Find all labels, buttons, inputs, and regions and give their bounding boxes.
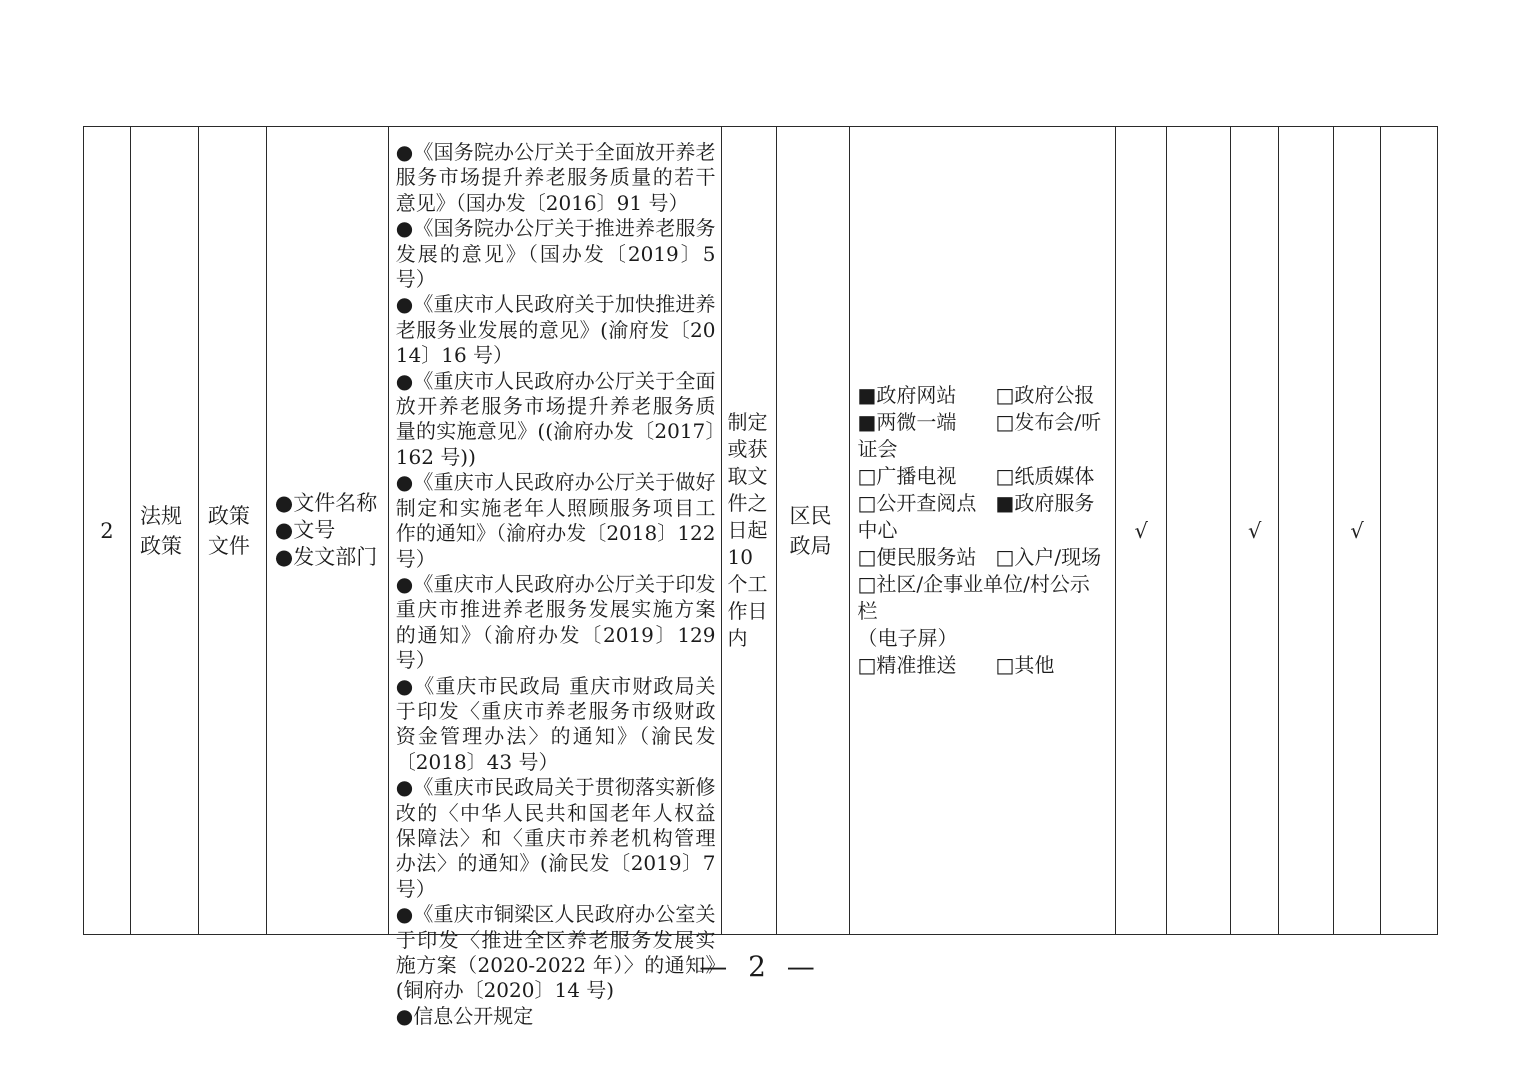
channel-line [857, 598, 1110, 625]
checkmark: √ [1247, 518, 1262, 543]
document-item: ●《国务院办公厅关于推进养老服务发展的意见》（国办发〔2019〕5 号） [395, 216, 716, 292]
subcategory-label: 政策文件 [207, 503, 250, 558]
document-item: ●《重庆市人民政府办公厅关于全面放开养老服务市场提升养老服务质量的实施意见》((渝府办发〔2017〕162 号)) [395, 368, 716, 469]
channel-option: □精准推送 [857, 653, 957, 677]
field-item: ●发文部门 [274, 545, 378, 569]
document-item: ●《重庆市人民政府关于加快推进养老服务业发展的意见》(渝府发〔2014〕16 号） [395, 292, 716, 368]
channel-option: □入户/现场 [995, 545, 1102, 569]
channel-option: □其他 [995, 653, 1055, 677]
checkmark: √ [1350, 518, 1364, 543]
category-label: 法规政策 [139, 503, 182, 558]
document-item: ●《重庆市人民政府办公厅关于印发重庆市推进养老服务发展实施方案的通知》（渝府办发〔2019〕129 号） [395, 571, 716, 673]
channel-option: □广播电视 [857, 464, 957, 488]
channel-option: 栏 [857, 599, 878, 623]
channel-option: □发布会/听 [995, 410, 1102, 434]
field-item: ●文件名称 [274, 491, 378, 515]
checkmark: √ [1134, 518, 1148, 543]
channel-option: 证会 [857, 437, 898, 461]
check-cell-3 [1231, 127, 1279, 934]
department-label: 区民政局 [789, 503, 832, 558]
channel-option: （电子屏） [857, 626, 958, 650]
channel-line [857, 463, 1110, 490]
channel-line [857, 382, 1110, 409]
channel-line [857, 409, 1110, 436]
channel-option: ■两微一端 [857, 410, 957, 434]
check-cell-6 [1381, 127, 1437, 934]
check-cell-4 [1279, 127, 1334, 934]
document-item: ●《重庆市人民政府办公厅关于做好制定和实施老年人照顾服务项目工作的通知》（渝府办发〔2018〕122 号） [395, 470, 716, 571]
policy-table-row [83, 126, 1438, 1028]
document-item: ●《重庆市铜梁区人民政府办公室关于印发〈推进全区养老服务发展实施方案（2020-2022 年）〉的通知》(铜府办〔2020〕14 号) [395, 902, 716, 1003]
channel-option: □政府公报 [995, 383, 1095, 407]
page-number: — 2 — [699, 950, 821, 983]
category-cell [131, 127, 199, 934]
document-item: ●信息公开规定 [395, 1003, 534, 1028]
documents-list-cell [389, 127, 722, 1028]
content-fields-cell [267, 127, 389, 934]
time-limit-cell [722, 127, 778, 934]
channel-line [857, 490, 1110, 517]
row-index-cell [84, 127, 131, 934]
channel-option: □社区/企事业单位/村公示 [857, 572, 1090, 596]
document-item: ●《重庆市民政局关于贯彻落实新修改的〈中华人民共和国老年人权益保障法〉和〈重庆市养老机构管理办法〉的通知》(渝民发〔2019〕7 号） [395, 775, 716, 901]
channel-option: ■政府服务 [995, 491, 1095, 515]
department-cell [777, 127, 850, 934]
row-index: 2 [100, 518, 114, 543]
channel-option: □公开查阅点 [857, 491, 977, 515]
channel-line [857, 652, 1110, 679]
channel-line [857, 544, 1110, 571]
channel-option: □便民服务站 [857, 545, 977, 569]
publish-channels-cell [850, 127, 1116, 934]
subcategory-cell [199, 127, 267, 934]
check-cell-1 [1116, 127, 1167, 934]
channel-line [857, 436, 1110, 463]
channel-option: ■政府网站 [857, 383, 957, 407]
channel-line [857, 571, 1110, 598]
field-item: ●文号 [274, 518, 336, 542]
time-limit-text: 制定或获取文件之日起10个工作日内 [727, 410, 768, 650]
check-cell-5 [1334, 127, 1381, 934]
channel-line [857, 517, 1110, 544]
channel-option: □纸质媒体 [995, 464, 1095, 488]
channel-line [857, 625, 1110, 652]
channel-option: 中心 [857, 518, 898, 542]
document-item: ●《重庆市民政局 重庆市财政局关于印发〈重庆市养老服务市级财政资金管理办法〉的通知》（渝民发〔2018〕43 号） [395, 673, 716, 774]
document-item: ●《国务院办公厅关于全面放开养老服务市场提升养老服务质量的若干意见》（国办发〔2016〕91 号） [395, 140, 716, 215]
check-cell-2 [1167, 127, 1231, 934]
